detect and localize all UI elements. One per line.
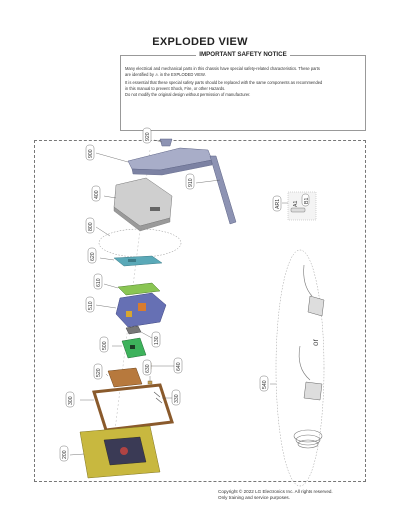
display-panel-part — [80, 426, 160, 478]
screw-part — [154, 392, 162, 403]
page-title: EXPLODED VIEW — [152, 36, 248, 48]
notice-line: Do not modify the original design without permission of manufacturer. — [125, 92, 251, 97]
part-number-500: 500 — [102, 341, 108, 350]
part-label-540 — [260, 376, 276, 391]
part-number-910: 910 — [188, 178, 194, 187]
part-number-900: 900 — [88, 149, 94, 158]
back-cover-part — [114, 178, 172, 231]
part-number-540: 540 — [262, 380, 268, 389]
part-number-ar1: AR1 — [275, 198, 281, 209]
part-label-500 — [100, 337, 122, 352]
main-board-part — [122, 338, 146, 358]
part-label-200 — [60, 446, 84, 461]
part-number-b1: B1 — [304, 197, 310, 204]
part-label-920 — [143, 128, 162, 143]
adapter-part — [304, 265, 324, 316]
notice-line: in this manual to prevent Shock, Fire, or other Hazards. — [125, 86, 226, 91]
part-number-a1: A1 — [293, 200, 299, 207]
usb-cable-part — [299, 346, 322, 400]
or-label: or — [311, 338, 320, 346]
part-number-130: 130 — [154, 336, 160, 345]
notice-line: It is essential that these special safety parts should be replaced with the same components as recommended — [125, 80, 323, 85]
part-number-620: 620 — [90, 252, 96, 261]
part-label-800 — [86, 218, 110, 236]
part-number-510: 510 — [88, 301, 94, 310]
sub-board-part — [118, 283, 160, 295]
part-number-630: 630 — [145, 364, 151, 373]
middle-frame-part — [108, 368, 142, 387]
part-number-200: 200 — [62, 450, 68, 459]
part-number-610: 610 — [96, 278, 102, 287]
part-number-800: 800 — [88, 222, 94, 231]
part-label-a1 — [293, 201, 299, 207]
part-label-610 — [94, 274, 118, 289]
part-label-ar1 — [273, 196, 288, 211]
cable-accessory-ellipse — [276, 250, 324, 486]
part-label-640 — [151, 358, 182, 373]
part-label-910 — [186, 174, 220, 189]
part-number-400: 400 — [94, 190, 100, 199]
part-number-640: 640 — [176, 362, 182, 371]
stand-arm-part — [128, 148, 212, 175]
copyright-line: Copyright © 2022 LG Electronics Inc. All rights reserved. — [218, 489, 333, 494]
part-label-620 — [88, 248, 114, 263]
bracket-part — [114, 256, 162, 266]
part-label-630 — [143, 360, 151, 382]
part-label-900 — [86, 145, 128, 162]
power-board-part — [116, 293, 166, 327]
part-number-330: 330 — [174, 394, 180, 403]
part-label-b1 — [302, 194, 310, 206]
power-cord-part — [294, 430, 322, 448]
part-number-920: 920 — [145, 132, 151, 141]
notice-line: Many electrical and mechanical parts in this chassis have special safety-related characteristics. These parts — [125, 66, 320, 71]
part-number-520: 520 — [96, 368, 102, 377]
part-label-400 — [92, 186, 116, 201]
front-frame-part — [94, 385, 172, 430]
safety-notice-heading: IMPORTANT SAFETY NOTICE — [196, 51, 289, 58]
part-label-510 — [86, 297, 116, 312]
part-number-300: 300 — [68, 396, 74, 405]
part-label-520 — [94, 364, 108, 379]
remote-part — [291, 208, 305, 212]
stand-head-part — [160, 139, 172, 146]
copyright-notice — [218, 489, 378, 501]
part-label-300 — [66, 392, 94, 407]
notice-line: are identified by ⚠ in the EXPLODED VIEW. — [125, 72, 206, 77]
loop-part — [99, 229, 181, 257]
part-label-130 — [141, 332, 160, 347]
copyright-line: Only training and service purposes. — [218, 495, 291, 500]
stand-pole-part — [210, 156, 236, 224]
